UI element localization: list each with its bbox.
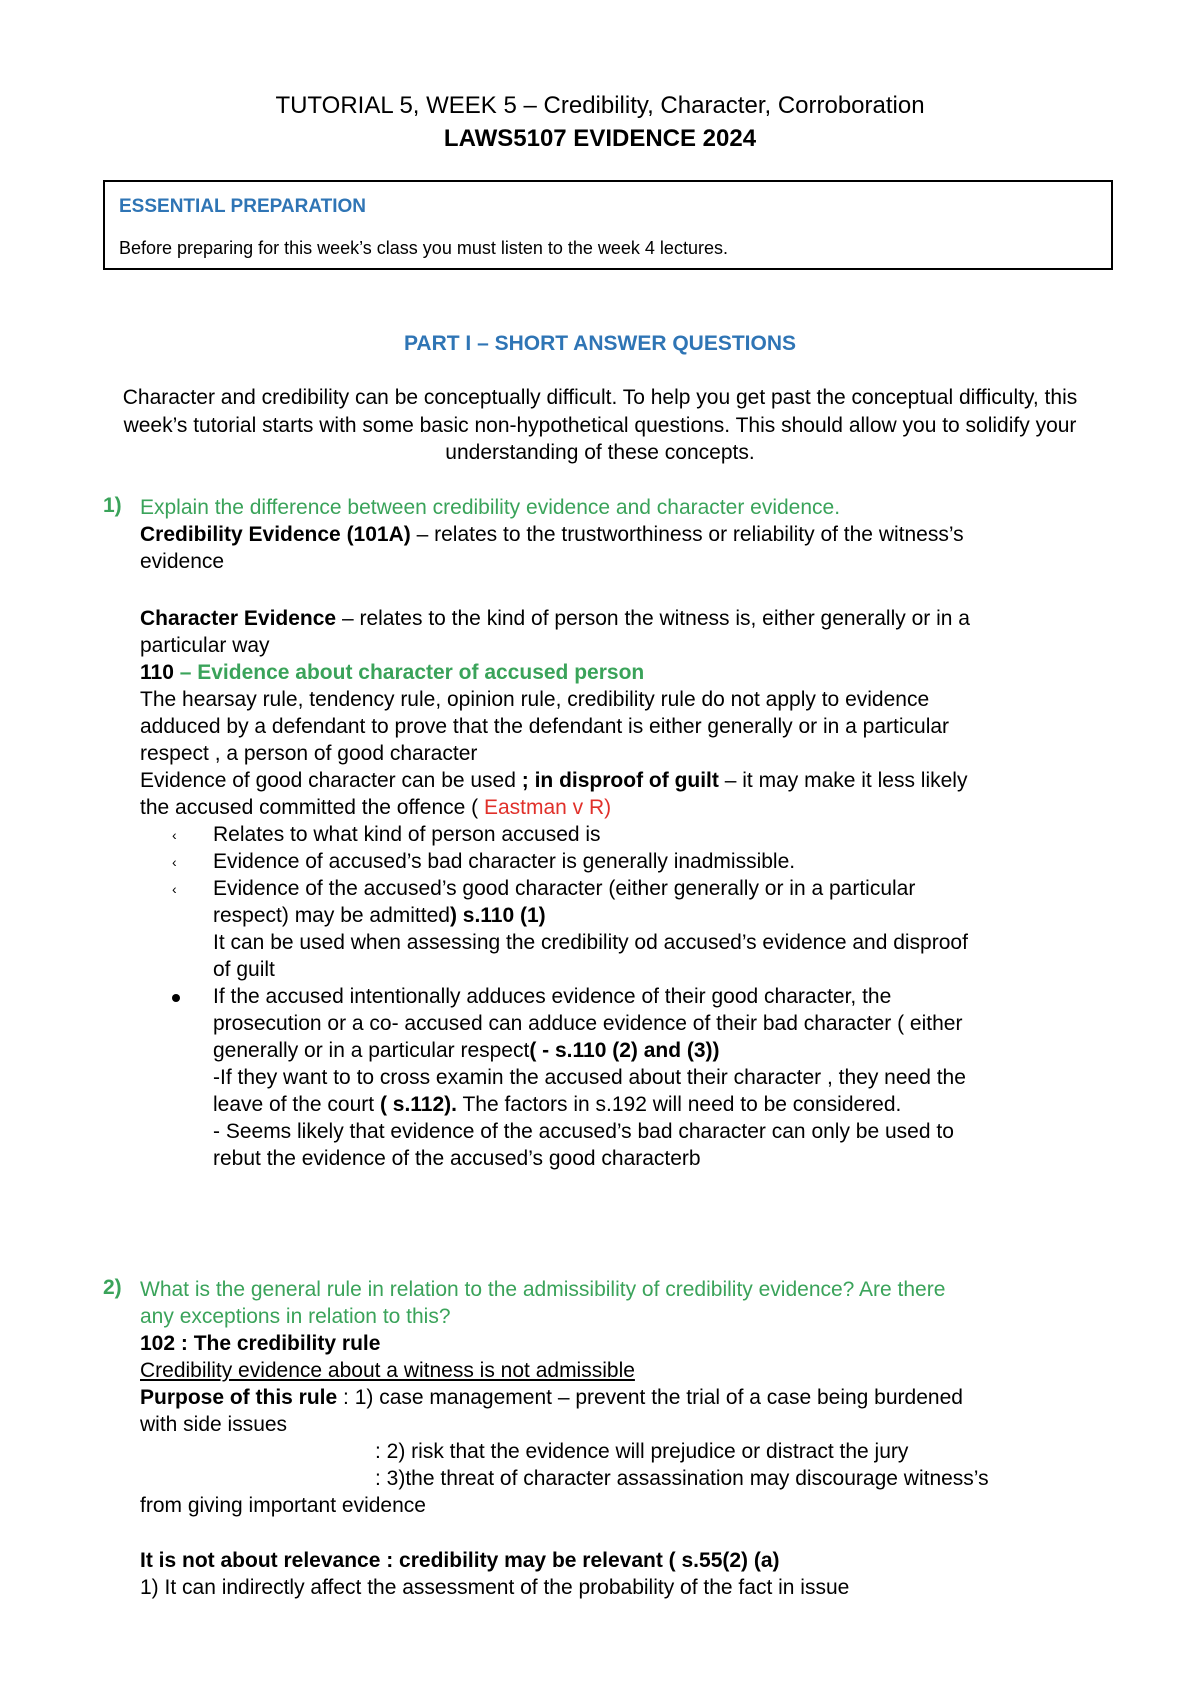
section-number: 110 xyxy=(140,661,174,684)
bullet-item xyxy=(213,1091,1113,1119)
essential-preparation-box xyxy=(103,180,1113,270)
answer-line xyxy=(140,605,1120,633)
question-text: Explain the difference between credibility evidence and character evidence. xyxy=(140,496,841,519)
answer-line: The hearsay rule, tendency rule, opinion rule, credibility rule do not apply to evidence xyxy=(140,688,930,711)
answer-text: – relates to the trustworthiness or reliability of the witness’s xyxy=(410,523,964,546)
answer-text: the accused committed the offence ( xyxy=(140,796,484,819)
course-title: LAWS5107 EVIDENCE 2024 xyxy=(443,125,757,152)
answer-line: with side issues xyxy=(140,1413,288,1436)
answer-line: 1) It can indirectly affect the assessment of the probability of the fact in issue xyxy=(140,1576,850,1599)
intro-paragraph: Character and credibility can be conceptually difficult. To help you get past the conceptual difficulty, this week’s tutorial starts with some basic non-hypothetical questions. This should allow you to solidify your understanding of these concepts. xyxy=(122,386,1078,464)
bullet-dot-icon xyxy=(172,994,180,1002)
bullet-item: of guilt xyxy=(213,958,275,981)
section-ref: ) s.110 (1) xyxy=(449,904,546,927)
question-text: any exceptions in relation to this? xyxy=(140,1305,451,1328)
answer-line xyxy=(140,794,1120,822)
purpose-label: Purpose of this rule xyxy=(140,1386,338,1409)
answer-text: – relates to the kind of person the witness is, either generally or in a xyxy=(336,607,970,630)
answer-line: adduced by a defendant to prove that the defendant is either generally or in a particular xyxy=(140,715,950,738)
bullet-item: It can be used when assessing the credibility od accused’s evidence and disproof xyxy=(213,931,968,954)
bullet-item: Evidence of accused’s bad character is generally inadmissible. xyxy=(213,850,796,873)
case-citation: Eastman v R) xyxy=(483,796,612,819)
tutorial-title: TUTORIAL 5, WEEK 5 – Credibility, Character, Corroboration xyxy=(275,92,925,119)
bullet-item: -If they want to to cross examin the accused about their character , they need the xyxy=(213,1066,966,1089)
disproof-of-guilt: ; in disproof of guilt xyxy=(521,769,719,792)
bullet-item: prosecution or a co- accused can adduce evidence of their bad character ( either xyxy=(213,1012,963,1035)
answer-line xyxy=(140,1384,1120,1412)
prep-text: Before preparing for this week’s class you must listen to the week 4 lectures. xyxy=(119,238,728,258)
bullet-arrow-icon: ‹ xyxy=(172,854,177,870)
answer-line xyxy=(140,767,1120,795)
bullet-item: Relates to what kind of person accused is xyxy=(213,823,601,846)
answer-line: : 2) risk that the evidence will prejudice or distract the jury xyxy=(375,1440,909,1463)
question-number: 2) xyxy=(103,1276,122,1299)
answer-text: : 1) case management – prevent the trial of a case being burdened xyxy=(337,1386,963,1409)
answer-line: evidence xyxy=(140,550,225,573)
section-heading xyxy=(140,659,1120,687)
relevance-heading: It is not about relevance : credibility may be relevant ( s.55(2) (a) xyxy=(140,1549,780,1572)
bullet-arrow-icon: ‹ xyxy=(172,827,177,843)
answer-text: – it may make it less likely xyxy=(718,769,968,792)
part-heading: PART I – SHORT ANSWER QUESTIONS xyxy=(403,332,797,355)
question-text: What is the general rule in relation to the admissibility of credibility evidence? Are there xyxy=(140,1278,946,1301)
section-ref: ( s.112). xyxy=(379,1093,457,1116)
answer-text: Evidence of good character can be used xyxy=(140,769,522,792)
answer-line xyxy=(140,521,1120,549)
answer-text: leave of the court xyxy=(213,1093,380,1116)
question-number: 1) xyxy=(103,494,122,517)
bullet-item: - Seems likely that evidence of the accused’s bad character can only be used to xyxy=(213,1120,954,1143)
prep-heading: ESSENTIAL PREPARATION xyxy=(119,196,367,217)
answer-text: respect) may be admitted xyxy=(213,904,450,927)
section-title: – Evidence about character of accused person xyxy=(173,661,645,684)
bullet-item xyxy=(213,902,1113,930)
bullet-item: Evidence of the accused’s good character (either generally or in a particular xyxy=(213,877,916,900)
character-label: Character Evidence xyxy=(140,607,337,630)
section-ref: ( - s.110 (2) and (3)) xyxy=(529,1039,720,1062)
answer-text: The factors in s.192 will need to be considered. xyxy=(457,1093,902,1116)
bullet-arrow-icon: ‹ xyxy=(172,881,177,897)
bullet-item: If the accused intentionally adduces evidence of their good character, the xyxy=(213,985,892,1008)
rule-text: Credibility evidence about a witness is not admissible xyxy=(140,1359,635,1382)
answer-line: : 3)the threat of character assassination may discourage witness’s xyxy=(375,1467,989,1490)
bullet-item: rebut the evidence of the accused’s good characterb xyxy=(213,1147,701,1170)
rule-title: 102 : The credibility rule xyxy=(140,1332,381,1355)
bullet-item xyxy=(213,1037,1113,1065)
answer-line: from giving important evidence xyxy=(140,1494,426,1517)
credibility-label: Credibility Evidence (101A) xyxy=(140,523,411,546)
answer-line: particular way xyxy=(140,634,270,657)
answer-text: generally or in a particular respect xyxy=(213,1039,530,1062)
answer-line: respect , a person of good character xyxy=(140,742,478,765)
